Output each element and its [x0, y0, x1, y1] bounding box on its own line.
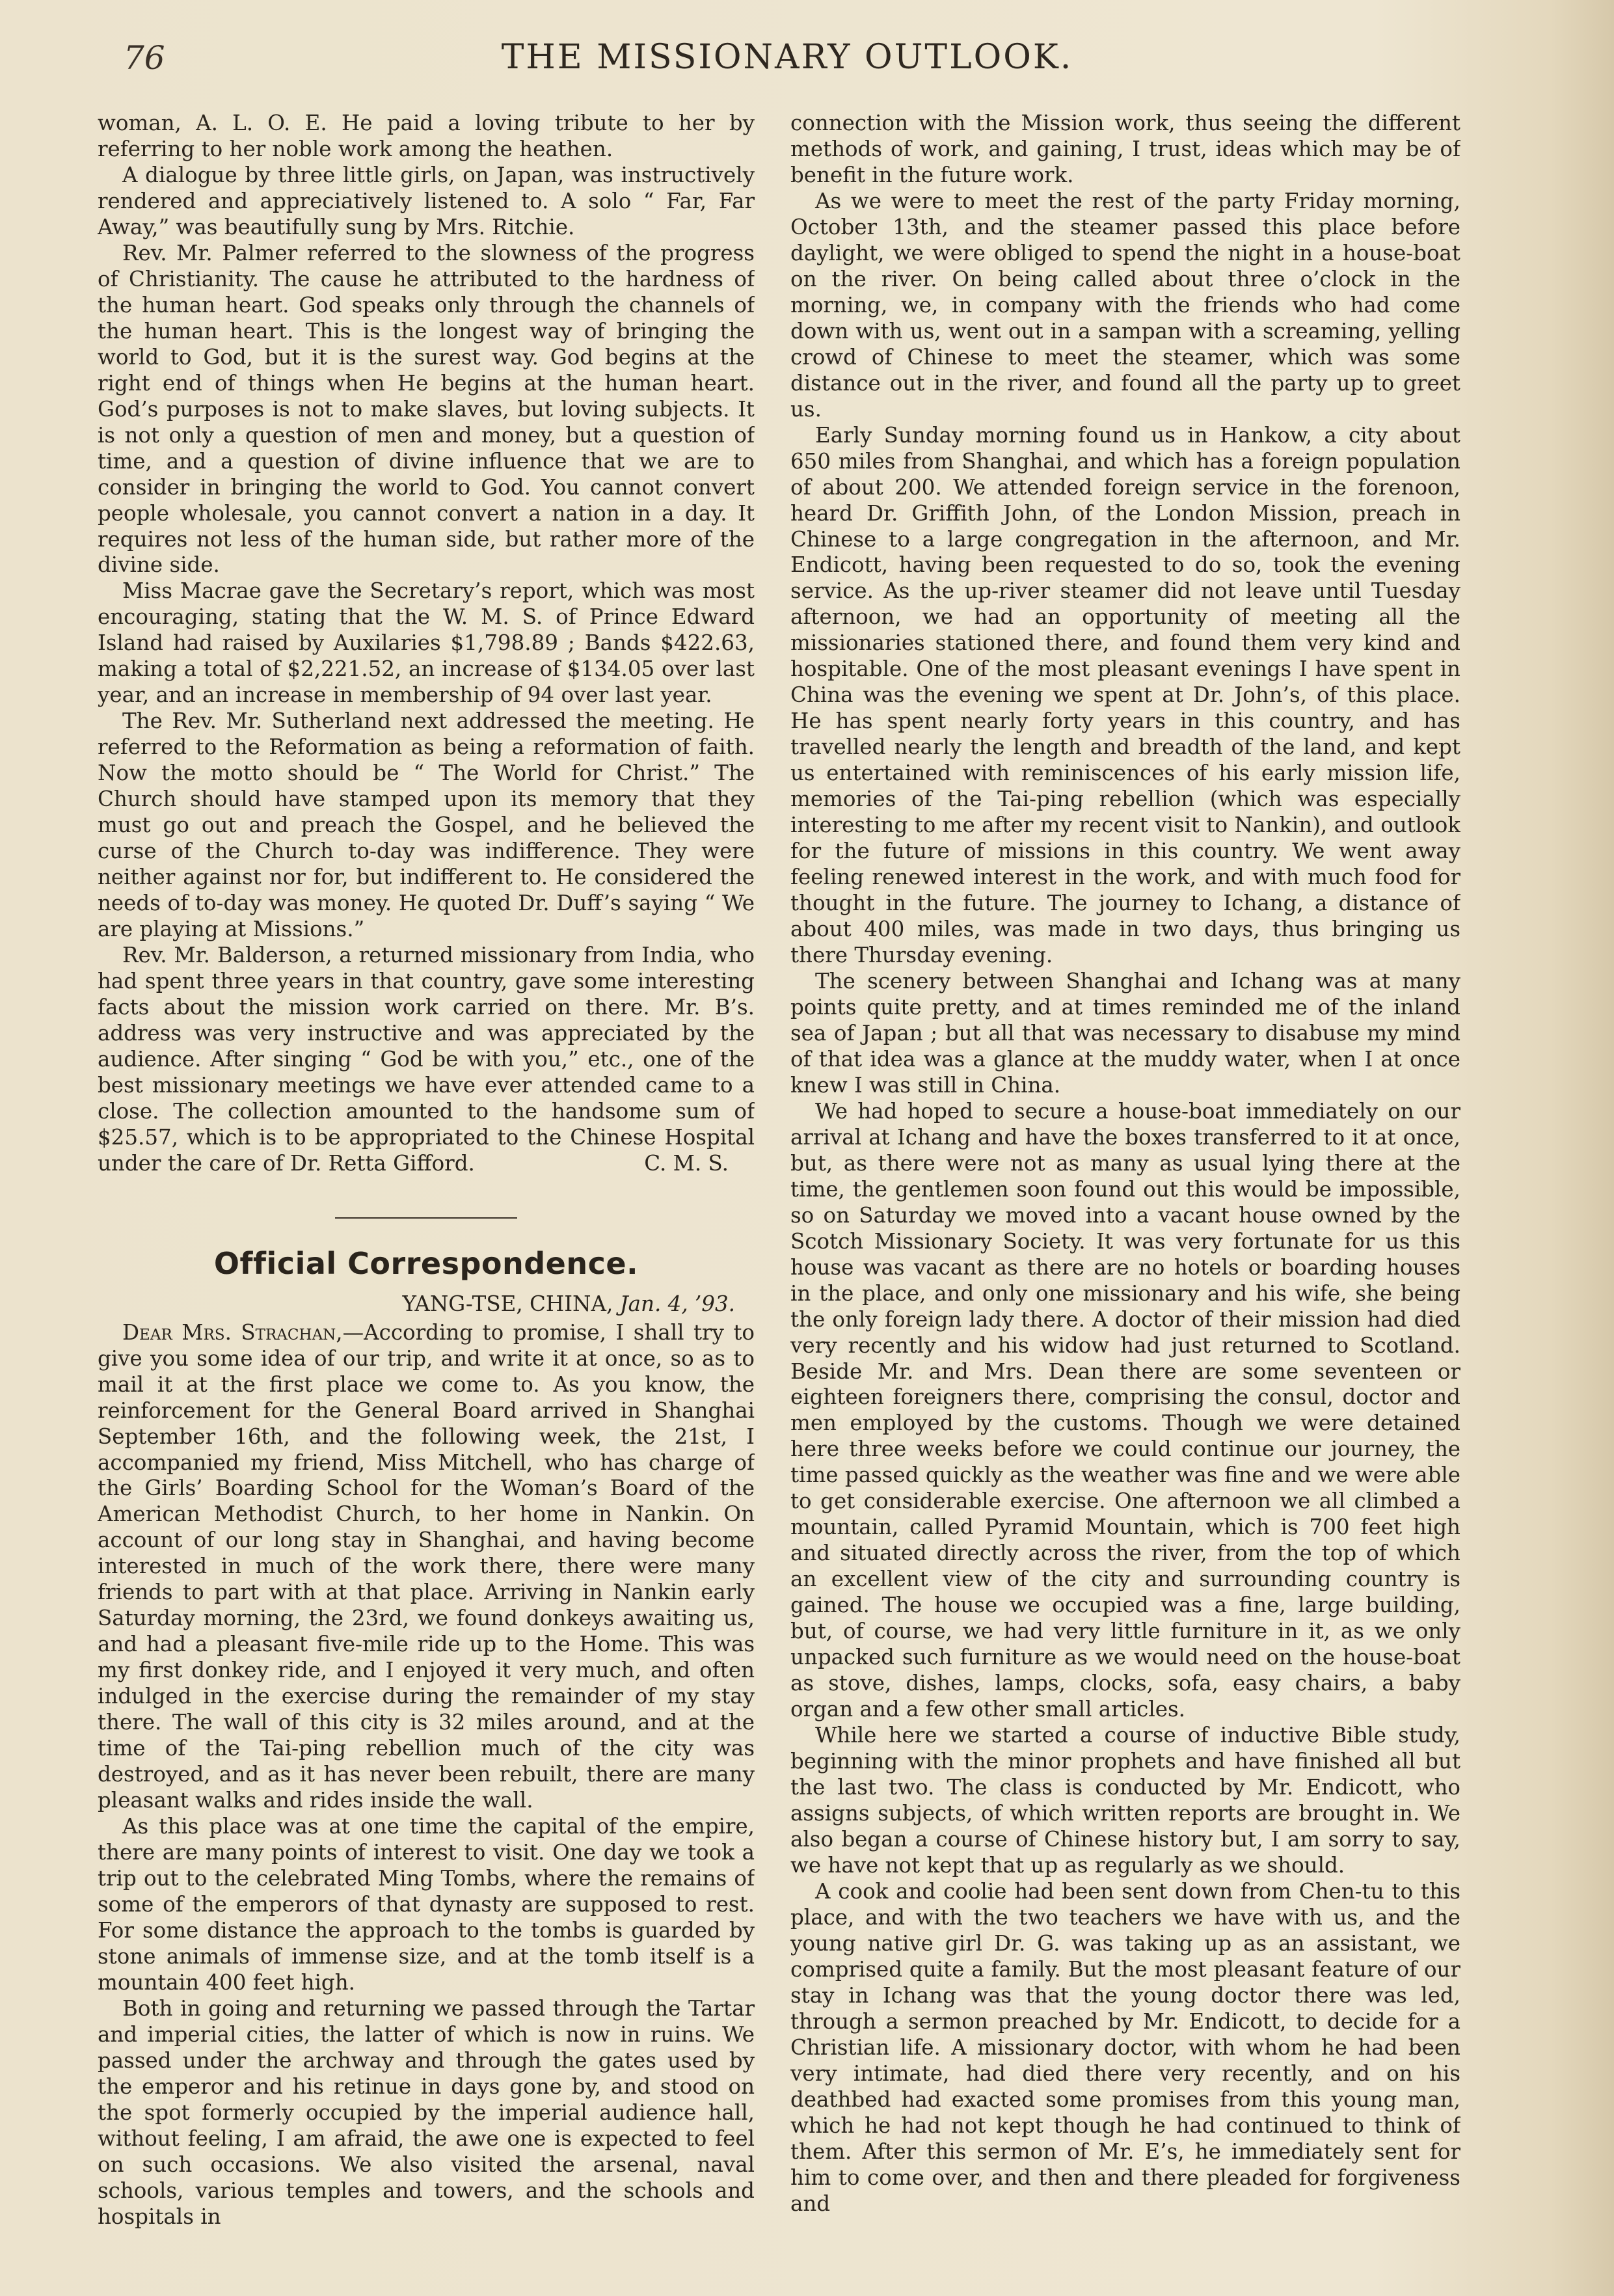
paragraph: A cook and coolie had been sent down from Chen-tu to this place, and with the two teachers we have with us, and the young native girl Dr. G. was taking up as an assistant, we comprised quite a family. But the most pleasant feature of our stay in Ichang was that the young doctor there was led, through a sermon preached by Mr. Endicott, to decide for a Christian life. A missionary doctor, with whom he had been very intimate, had died there very recently, and on his deathbed had exacted some promises from this young man, which he had not kept though he had continued to think of them. After this sermon of Mr. E’s, he immediately sent for him to come over, and then and there pleaded for forgiveness and — [790, 1878, 1460, 2216]
letter-text: —According to promise, I shall try to give you some idea of our trip, and write it at once, so as to mail it at the first place we come to. As you know, the reinforcement for the General Board arrived in Shanghai September 16th, and the following week, the 21st, I accompanied my friend, Miss Mitchell, who has charge of the Girls’ Boarding School for the Woman’s Board of the American Methodist Church, to her home in Nankin. On account of our long stay in Shanghai, and having become interested in much of the work there, there were many friends to part with at that place. Arriving in Nankin early Saturday morning, the 23rd, we found donkeys awaiting us, and had a pleasant five-mile ride up to the Home. This was my first donkey ride, and I enjoyed it very much, and often indulged in the exercise during the remainder of my stay there. The wall of this city is 32 miles around, and at the time of the Tai-ping rebellion much of the city was destroyed, and as it has never been rebuilt, there are many pleasant walks and rides inside the wall. — [98, 1319, 755, 1813]
right-column — [790, 111, 1460, 2258]
paragraph: Rev. Mr. Palmer referred to the slowness of the progress of Christianity. The cause he attributed to the hardness of the human heart. God speaks only through the channels of the human heart. This is the longest way of bringing the world to God, but it is the surest way. God begins at the right end of things when He begins at the human heart. God’s purposes is not to make slaves, but loving subjects. It is not only a question of men and money, but a question of time, and a question of divine influence that we are to consider in bringing the world to God. You cannot convert people wholesale, you cannot convert a nation in a day. It requires not less of the human side, but rather more of the divine side. — [98, 240, 755, 578]
paragraph: Miss Macrae gave the Secretary’s report, which was most encouraging, stating that the W. M. S. of Prince Edward Island had raised by Auxilaries $1,798.89 ; Bands $422.63, making a total of $2,221.52, an increase of $134.05 over last year, and an increase in membership of 94 over last year. — [98, 578, 755, 708]
paragraph-text: Rev. Mr. Balderson, a returned missionary from India, who had spent three years in that country, gave some interesting facts about the mission work carried on there. Mr. B’s. address was very instructive and was appreciated by the audience. After singing “ God be with you,” etc., one of the best missionary meetings we have ever attended came to a close. The collection amounted to the handsome sum of $25.57, which is to be appropriated to the Chinese Hospital under the care of Dr. Retta Gifford. — [98, 943, 755, 1176]
page-number: 76 — [124, 39, 165, 77]
paragraph: As we were to meet the rest of the party Friday morning, October 13th, and the steamer passed this place before daylight, we were obliged to spend the night in a house-boat on the river. On being called about three o’clock in the morning, we, in company with the friends who had come down with us, went out in a sampan with a screaming, yelling crowd of Chinese to meet the steamer, which was some distance out in the river, and found all the party up to greet us. — [790, 188, 1460, 422]
section-heading: Official Correspondence. — [213, 1245, 639, 1281]
running-title: THE MISSIONARY OUTLOOK. — [501, 38, 1073, 77]
paragraph: The Rev. Mr. Sutherland next addressed the meeting. He referred to the Reformation as being a reformation of faith. Now the motto should be “ The World for Christ.” The Church should have stamped upon its memory that they must go out and preach the Gospel, and he believed the curse of the Church to-day was indifference. They were neither against nor for, but indifferent to. He considered the needs of to-day was money. He quoted Dr. Duff’s saying “ We are playing at Missions.” — [98, 709, 755, 942]
paragraph: We had hoped to secure a house-boat immediately on our arrival at Ichang and have the boxes transferred to it at once, but, as there were not as many as usual lying there at the time, the gentlemen soon found out this would be impossible, so on Saturday we moved into a vacant house owned by the Scotch Missionary Society. It was very fortunate for us this house was vacant as there are no hotels or boarding houses in the place, and only one missionary and his wife, she being the only foreign lady there. A doctor of their mission had died very recently and his widow had just returned to Scotland. Beside Mr. and Mrs. Dean there are some seventeen or eighteen foreigners there, comprising the consul, doctor and men employed by the customs. Though we were detained here three weeks before we could continue our journey, the time passed quickly as the weather was fine and we were able to get considerable exercise. One afternoon we all climbed a mountain, called Pyramid Mountain, which is 700 feet high and situated directly across the river, from the top of which an excellent view of the city and surrounding country is gained. The house we occupied was a fine, large building, but, of course, we had very little furniture in it, as we only unpacked such furniture as we would need on the house-boat as stove, dishes, lamps, clocks, sofa, easy chairs, a baby organ and a few other small articles. — [790, 1098, 1460, 1722]
paragraph: Both in going and returning we passed through the Tartar and imperial cities, the latter of which is now in ruins. We passed under the archway and through the gates used by the emperor and his retinue in days gone by, and stood on the spot formerly occupied by the imperial audience hall, without feeling, I am afraid, the awe one is expected to feel on such occasions. We also visited the arsenal, naval schools, various temples and towers, and the schools and hospitals in — [98, 1995, 755, 2229]
dateline — [98, 1291, 755, 1317]
paragraph: Early Sunday morning found us in Hankow, a city about 650 miles from Shanghai, and which has a foreign population of about 200. We attended foreign service in the forenoon, heard Dr. Griffith John, of the London Mission, preach in Chinese to a large congregation in the afternoon, and Mr. Endicott, having been requested to do so, took the evening service. As the up-river steamer did not leave until Tuesday afternoon, we had an opportunity of meeting all the missionaries stationed there, and found them very kind and hospitable. One of the most pleasant evenings I have spent in China was the evening we spent at Dr. John’s, of this place. He has spent nearly forty years in this country, and has travelled nearly the length and breadth of the land, and kept us entertained with reminiscences of his early mission life, memories of the Tai-ping rebellion (which was especially interesting to me after my recent visit to Nankin), and outlook for the future of missions in this country. We went away feeling renewed interest in the work, and with much food for thought in the future. The journey to Ichang, a distance of about 400 miles, was made in two days, thus bringing us there Thursday evening. — [790, 422, 1460, 967]
dateline-date: Jan. 4, ’93. — [619, 1291, 735, 1316]
paragraph: The scenery between Shanghai and Ichang was at many points quite pretty, and at times reminded me of the inland sea of Japan ; but all that was necessary to disabuse my mind of that idea was a glance at the muddy water, when I at once knew I was still in China. — [790, 968, 1460, 1098]
salutation: Dear Mrs. Strachan, — [122, 1319, 343, 1345]
paragraph: woman, A. L. O. E. He paid a loving tribute to her by referring to her noble work among the heathen. — [98, 111, 755, 161]
paragraph: A dialogue by three little girls, on Japan, was instructively rendered and appreciatively listened to. A solo “ Far, Far Away,” was beautifully sung by Mrs. Ritchie. — [98, 162, 755, 239]
paragraph: As this place was at one time the capital of the empire, there are many points of interest to visit. One day we took a trip out to the celebrated Ming Tombs, where the remains of some of the emperors of that dynasty are supposed to rest. For some distance the approach to the tombs is guarded by stone animals of immense size, and at the tomb itself is a mountain 400 feet high. — [98, 1814, 755, 1995]
left-column — [98, 111, 755, 2258]
dateline-place: YANG-TSE, CHINA, — [402, 1291, 613, 1316]
paragraph: While here we started a course of inductive Bible study, beginning with the minor prophets and have finished all but the last two. The class is conducted by Mr. Endicott, who assigns subjects, of which written reports are brought in. We also began a course of Chinese history but, I am sorry to say, we have not kept that up as regularly as we should. — [790, 1723, 1460, 1878]
paragraph — [98, 943, 755, 1177]
paragraph: connection with the Mission work, thus seeing the different methods of work, and gaining, I trust, ideas which may be of benefit in the future work. — [790, 111, 1460, 187]
signature-initials: C. M. S. — [644, 1150, 729, 1176]
letter-opening — [98, 1320, 755, 1814]
section-divider — [335, 1217, 517, 1219]
